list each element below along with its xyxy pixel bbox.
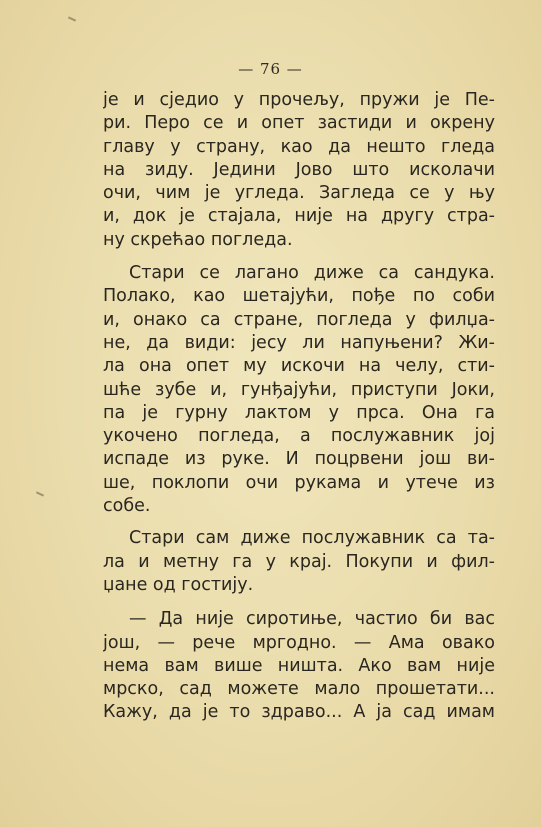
text-line: је и сједио у прочељу, пружи је Пе- bbox=[103, 90, 495, 110]
text-line: па је гурну лактом у прса. Она га bbox=[103, 402, 495, 423]
paragraph-2 bbox=[103, 262, 495, 518]
body-text bbox=[103, 89, 495, 725]
paper-speck bbox=[68, 16, 76, 21]
paragraph-4 bbox=[103, 608, 495, 724]
text-line: још, — рече мргодно. — Ама овако bbox=[103, 632, 495, 653]
text-line: и, док је стајала, није на другу стра- bbox=[103, 206, 495, 227]
paragraph-1 bbox=[103, 89, 495, 252]
text-line: ла она опет му искочи на челу, сти- bbox=[103, 356, 495, 377]
page-number: — 76 — bbox=[238, 60, 303, 78]
text-line: мрско, сад можете мало прошетати... bbox=[103, 679, 495, 700]
text-line: — Да није сиротиње, частио би вас bbox=[129, 609, 495, 630]
paper-speck bbox=[36, 491, 44, 496]
paragraph-3 bbox=[103, 527, 495, 597]
text-line: очи, чим је угледа. Загледа се у њу bbox=[103, 183, 495, 204]
text-line: укочено погледа, а послужавник јој bbox=[103, 426, 495, 447]
text-line: џане од гостију. bbox=[103, 574, 254, 595]
text-line: ла и метну га у крај. Покупи и фил- bbox=[103, 551, 495, 572]
text-line: Кажу, да је то здраво... А ја сад имам bbox=[103, 702, 495, 723]
text-line: и, онако са стране, погледа у филџа- bbox=[103, 309, 495, 330]
text-line: Стари се лагано диже са сандука. bbox=[129, 263, 495, 284]
text-line: ше, поклопи очи рукама и утече из bbox=[103, 472, 495, 493]
text-line: главу у страну, као да нешто гледа bbox=[103, 136, 495, 157]
text-line: не, да види: јесу ли напуњени? Жи- bbox=[103, 332, 495, 353]
text-line: на зиду. Једини Јово што исколачи bbox=[103, 159, 495, 180]
text-line: шће зубе и, гунђајући, приступи Јоки, bbox=[103, 379, 495, 400]
text-line: ри. Перо се и опет застиди и окрену bbox=[103, 113, 495, 134]
text-line: собе. bbox=[103, 496, 151, 517]
text-line: Полако, као шетајући, пође по соби bbox=[103, 286, 495, 307]
text-line: испаде из руке. И поцрвени још ви- bbox=[103, 449, 495, 470]
text-line: Стари сам диже послужавник са та- bbox=[129, 528, 495, 549]
text-line: ну скрећао погледа. bbox=[103, 229, 293, 250]
text-line: нема вам више ништа. Ако вам није bbox=[103, 655, 495, 676]
